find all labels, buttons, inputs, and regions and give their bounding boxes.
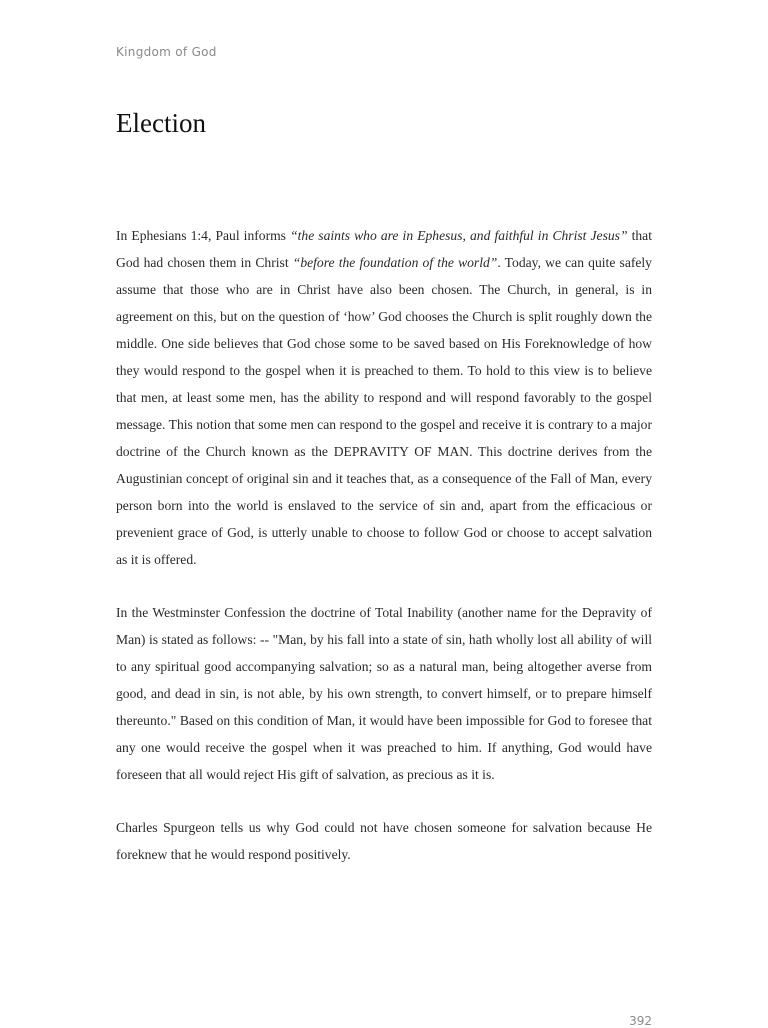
scripture-quote-1: “the saints who are in Ephesus, and faithful in Christ Jesus” [290, 228, 628, 243]
page-number: 392 [629, 1014, 652, 1028]
chapter-title: Election [116, 108, 206, 138]
paragraph-1 [116, 222, 652, 573]
paragraph-1-text-b: that God had chosen them in Christ [116, 228, 652, 270]
paragraph-1-text-a: In Ephesians 1:4, Paul informs [116, 228, 291, 243]
body-text [116, 222, 652, 894]
running-header: Kingdom of God [116, 45, 217, 59]
paragraph-3: Charles Spurgeon tells us why God could not have chosen someone for salvation because He foreknew that he would respond positively. [116, 820, 652, 862]
paragraph-2: In the Westminster Confession the doctrine of Total Inability (another name for the Depravity of Man) is stated as follows: -- "Man, by his fall into a state of sin, hath wholly lost all ability of will to any spiritual good accompanying salvation; so as a natural man, being altogether averse from good, and dead in sin, is not able, by his own strength, to convert himself, or to prepare himself thereunto." Based on this condition of Man, it would have been impossible for God to foresee that any one would receive the gospel when it was preached to him. If anything, God would have foreseen that all would reject His gift of salvation, as precious as it is. [116, 605, 652, 782]
scripture-quote-2: “before the foundation of the world” [292, 255, 498, 270]
paragraph-1-text-c: . Today, we can quite safely assume that those who are in Christ have also been chosen. The Church, in general, is in agreement on this, but on the question of ‘how’ God chooses the Church is split roughly down the middle. One side believes that God chose some to be saved based on His Foreknowledge of how they would respond to the gospel when it is preached to them. To hold to this view is to believe that men, at least some men, has the ability to respond and will respond favorably to the gospel message. This notion that some men can respond to the gospel and receive it is contrary to a major doctrine of the Church known as the DEPRAVITY OF MAN. This doctrine derives from the Augustinian concept of original sin and it teaches that, as a consequence of the Fall of Man, every person born into the world is enslaved to the service of sin and, apart from the efficacious or prevenient grace of God, is utterly unable to choose to follow God or choose to accept salvation as it is offered. [116, 255, 652, 567]
